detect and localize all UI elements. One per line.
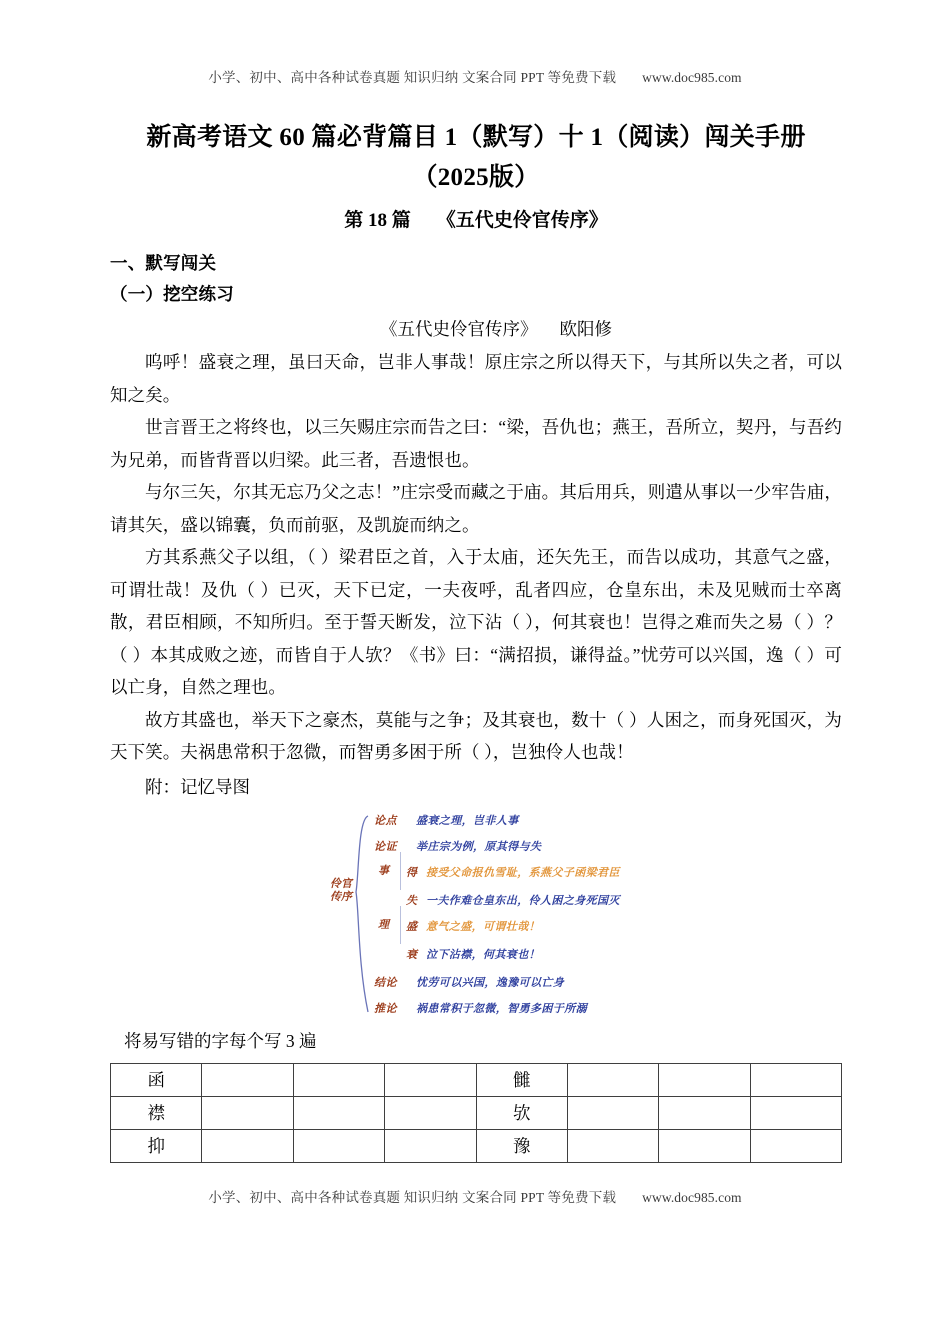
mindmap-row-text: 祸患常积于忽微，智勇多困于所溺 bbox=[416, 1002, 587, 1015]
mindmap-row-text: 举庄宗为例，原其得与失 bbox=[416, 840, 542, 853]
mindmap-row-shi bbox=[406, 894, 620, 908]
chapter-subtitle bbox=[110, 204, 842, 238]
mindmap-row-text: 泣下沾襟，何其衰也！ bbox=[426, 948, 540, 961]
body-paragraph-4: 方其系燕父子以组，（ ）梁君臣之首，入于太庙，还矢先王，而告以成功，其意气之盛，可谓壮哉！及仇（ ）已灭，天下已定，一夫夜呼，乱者四应，仓皇东出，未及见贼而士卒离散，君臣相顾，不知所归。至于誓天断发，泣下沾（ ），何其衰也！岂得之难而失之易（ ）？（ ）本其成败之迹，而皆自于人欤？《书》曰：“满招损，谦得益。”忧劳可以兴国，逸（ ）可以亡身，自然之理也。 bbox=[110, 547, 842, 697]
table-cell[interactable]: 豫 bbox=[476, 1129, 567, 1162]
header-watermark-url: www.doc985.com bbox=[642, 70, 742, 85]
footer-watermark-url: www.doc985.com bbox=[642, 1190, 742, 1205]
footer-watermark-text: 小学、初中、高中各种试卷真题 知识归纳 文案合同 PPT 等免费下载 bbox=[208, 1190, 617, 1205]
table-cell[interactable] bbox=[385, 1096, 476, 1129]
mindmap-row-text: 盛衰之理，岂非人事 bbox=[416, 814, 519, 827]
table-cell[interactable] bbox=[659, 1063, 750, 1096]
section-heading-1-1: （一）挖空练习 bbox=[110, 284, 234, 304]
mindmap-row-sheng bbox=[406, 920, 540, 934]
table-cell[interactable] bbox=[202, 1129, 293, 1162]
footer-watermark bbox=[0, 1186, 950, 1206]
mindmap-row-label: 论证 bbox=[374, 840, 397, 853]
table-cell[interactable] bbox=[750, 1129, 841, 1162]
article-title: 《五代史伶官传序》 bbox=[380, 319, 538, 339]
document-content bbox=[110, 118, 842, 1163]
table-cell[interactable]: 抑 bbox=[111, 1129, 202, 1162]
body-paragraph-5: 故方其盛也，举天下之豪杰，莫能与之争；及其衰也，数十（ ）人困之，而身死国灭，为天下笑。夫祸患常积于忽微，而智勇多困于所（ ），岂独伶人也哉！ bbox=[110, 709, 842, 762]
mindmap-row-de bbox=[406, 866, 620, 880]
body-paragraph-3: 与尔三矢，尔其无忘乃父之志！”庄宗受而藏之于庙。其后用兵，则遣从事以一少牢告庙，请其矢，盛以锦囊，负而前驱，及凯旋而纳之。 bbox=[110, 482, 842, 535]
chapter-number: 第 18 篇 bbox=[344, 210, 411, 231]
mindmap-row-label: 推论 bbox=[374, 1002, 397, 1015]
mindmap-row-label: 衰 bbox=[406, 948, 418, 961]
table-cell[interactable] bbox=[567, 1129, 658, 1162]
mindmap-side-label-li: 理 bbox=[378, 918, 389, 931]
attachment-label: 附：记忆导图 bbox=[145, 776, 250, 797]
table-cell[interactable]: 函 bbox=[111, 1063, 202, 1096]
mindmap-row-text: 意气之盛，可谓壮哉！ bbox=[426, 920, 540, 933]
table-cell[interactable] bbox=[567, 1096, 658, 1129]
header-watermark bbox=[0, 66, 950, 86]
character-practice-body bbox=[111, 1063, 842, 1162]
table-cell[interactable] bbox=[202, 1063, 293, 1096]
mindmap-subbrace-shi bbox=[400, 852, 401, 890]
table-cell[interactable] bbox=[385, 1129, 476, 1162]
table-cell[interactable]: 雠 bbox=[476, 1063, 567, 1096]
table-cell[interactable]: 欤 bbox=[476, 1096, 567, 1129]
mindmap-main-brace-icon bbox=[352, 814, 370, 1014]
table-cell[interactable] bbox=[750, 1063, 841, 1096]
mindmap-side-label-shi: 事 bbox=[378, 864, 389, 877]
article-author: 欧阳修 bbox=[559, 319, 612, 339]
mindmap-row-label: 结论 bbox=[374, 976, 397, 989]
mindmap-row-label: 得 bbox=[406, 866, 418, 879]
mindmap-row-lunzheng bbox=[374, 840, 541, 854]
mindmap-row-label: 论点 bbox=[374, 814, 397, 827]
table-cell[interactable] bbox=[293, 1063, 384, 1096]
mindmap-row-tuilun bbox=[374, 1002, 587, 1016]
table-row bbox=[111, 1096, 842, 1129]
character-practice-table bbox=[110, 1063, 842, 1163]
mindmap-row-label: 盛 bbox=[406, 920, 418, 933]
mindmap-subbrace-li bbox=[400, 906, 401, 944]
table-cell[interactable] bbox=[202, 1096, 293, 1129]
mindmap-row-shuai bbox=[406, 948, 540, 962]
table-cell[interactable]: 襟 bbox=[111, 1096, 202, 1129]
table-row bbox=[111, 1129, 842, 1162]
table-cell[interactable] bbox=[750, 1096, 841, 1129]
body-paragraph-2: 世言晋王之将终也，以三矢赐庄宗而告之曰：“梁，吾仇也；燕王，吾所立，契丹，与吾约为兄弟，而皆背晋以归梁。此三者，吾遗恨也。 bbox=[110, 417, 842, 470]
body-paragraph-1: 呜呼！盛衰之理，虽曰天命，岂非人事哉！原庄宗之所以得天下，与其所以失之者，可以知之矣。 bbox=[110, 352, 842, 405]
table-cell[interactable] bbox=[293, 1096, 384, 1129]
mindmap-row-jielun bbox=[374, 976, 564, 990]
mindmap-row-text: 一夫作难仓皇东出，伶人困之身死国灭 bbox=[426, 894, 620, 907]
table-row bbox=[111, 1063, 842, 1096]
header-watermark-text: 小学、初中、高中各种试卷真题 知识归纳 文案合同 PPT 等免费下载 bbox=[208, 70, 617, 85]
table-cell[interactable] bbox=[659, 1129, 750, 1162]
mindmap-row-text: 接受父命报仇雪耻，系燕父子函梁君臣 bbox=[426, 866, 620, 879]
table-cell[interactable] bbox=[385, 1063, 476, 1096]
article-byline bbox=[110, 312, 842, 346]
table-cell[interactable] bbox=[659, 1096, 750, 1129]
mindmap-row-text: 忧劳可以兴国，逸豫可以亡身 bbox=[416, 976, 565, 989]
table-cell[interactable] bbox=[567, 1063, 658, 1096]
mindmap-row-lundian bbox=[374, 814, 519, 828]
section-heading-1: 一、默写闯关 bbox=[110, 253, 217, 273]
chapter-name: 《五代史伶官传序》 bbox=[436, 210, 608, 231]
mindmap-row-label: 失 bbox=[406, 894, 418, 907]
mindmap-root-label: 伶官传序 bbox=[330, 877, 352, 903]
practice-instruction: 将易写错的字每个写 3 遍 bbox=[124, 1030, 317, 1051]
table-cell[interactable] bbox=[293, 1129, 384, 1162]
page-title: 新高考语文 60 篇必背篇目 1（默写）十 1（阅读）闯关手册（2025版） bbox=[146, 124, 806, 191]
memory-mindmap bbox=[110, 810, 842, 1025]
